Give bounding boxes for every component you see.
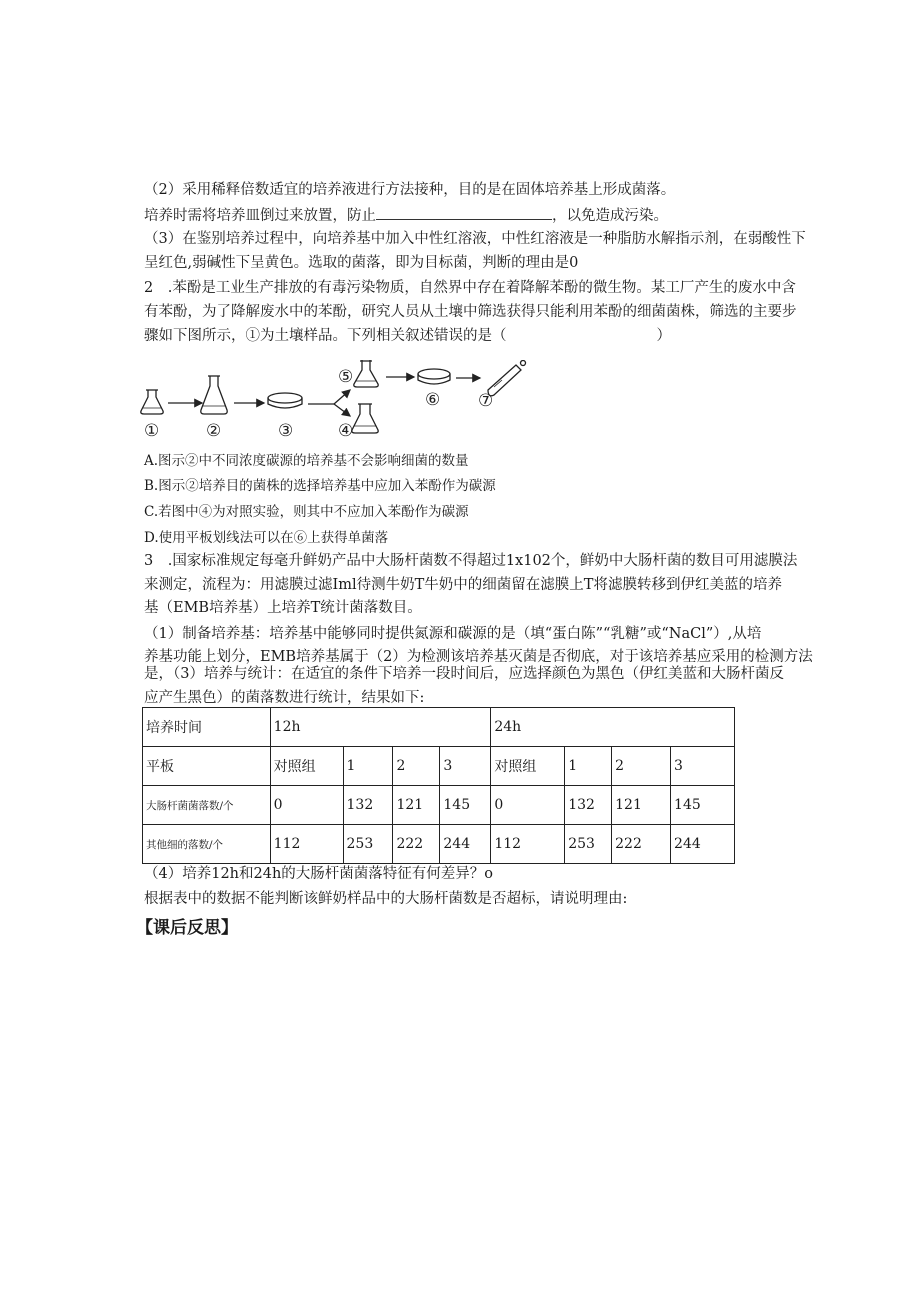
- table-cell: 其他细的落数/个: [143, 825, 271, 864]
- table-cell: 12h: [270, 708, 491, 747]
- q3-line-6: 是，（3）培养与统计：在适宜的条件下培养一段时间后，应选择颜色为黑色（伊红美蓝和大肠杆菌反: [144, 666, 784, 682]
- table-cell: 培养时间: [143, 708, 271, 747]
- arrow-3-up: [334, 390, 350, 404]
- table-cell: 132: [565, 786, 612, 825]
- table-cell: 对照组: [270, 747, 343, 786]
- petri-dish-6-icon: [418, 369, 450, 384]
- q3-line-1: 3 .国家标准规定每毫升鲜奶产品中大肠杆菌数不得超过1x102个，鲜奶中大肠杆菌的数目可用滤膜法: [144, 553, 798, 569]
- table-row: [143, 825, 735, 864]
- table-cell: 121: [393, 786, 440, 825]
- q2-line-1: 2 .苯酚是工业生产排放的有毒污染物质，自然界中存在着降解苯酚的微生物。某工厂产生的废水中含: [144, 280, 796, 296]
- flask-2-icon: [201, 376, 227, 414]
- q3-line-9: 根据表中的数据不能判断该鲜奶样品中的大肠杆菌数是否超标，请说明理由:: [144, 891, 628, 907]
- q3-line-2: 来测定，流程为：用滤膜过滤Iml待测牛奶T牛奶中的细菌留在滤膜上T将滤膜转移到伊红美蓝的培养: [144, 577, 782, 593]
- table-cell: 平板: [143, 747, 271, 786]
- option-d[interactable]: D.使用平板划线法可以在⑥上获得单菌落: [144, 530, 389, 546]
- table-row: [143, 708, 735, 747]
- table-cell: 244: [671, 825, 735, 864]
- q-prev-line-2-post: ，以免造成污染。: [552, 208, 668, 224]
- label-4: ④: [338, 421, 354, 441]
- table-cell: 112: [491, 825, 565, 864]
- option-c[interactable]: C.若图中④为对照实验，则其中不应加入苯酚作为碳源: [144, 504, 469, 520]
- table-cell: 1: [565, 747, 612, 786]
- table-cell: 大肠杆菌菌落数/个: [143, 786, 271, 825]
- results-table: [142, 707, 735, 864]
- q3-line-7: 应产生黑色）的菌落数进行统计，结果如下:: [144, 690, 425, 706]
- table-cell: 对照组: [491, 747, 565, 786]
- table-cell: 3: [440, 747, 491, 786]
- q3-line-8: （4）培养12h和24h的大肠杆菌菌落特征有何差异？o: [144, 866, 494, 882]
- q-prev-line-1: （2）采用稀释倍数适宜的培养液进行方法接种，目的是在固体培养基上形成菌落。: [144, 182, 676, 198]
- table-cell: 0: [270, 786, 343, 825]
- table-cell: 253: [565, 825, 612, 864]
- label-5: ⑤: [338, 367, 354, 387]
- table-cell: 2: [393, 747, 440, 786]
- q2-line-3-pre: 骤如下图所示，①为土壤样品。下列相关叙述错误的是（: [144, 328, 507, 344]
- table-cell: 24h: [491, 708, 735, 747]
- label-7: ⑦: [478, 391, 494, 411]
- q-prev-line-3: （3）在鉴别培养过程中，向培养基中加入中性红溶液，中性红溶液是一种脂肪水解指示剂，在弱酸性下: [144, 231, 806, 247]
- table-cell: 222: [393, 825, 440, 864]
- q3-line-5: 养基功能上划分，EMB培养基属于（2）为检测该培养基灭菌是否彻底，对于该培养基应采用的检测方法: [144, 649, 813, 665]
- table-cell: 112: [270, 825, 343, 864]
- arrow-3-down: [334, 404, 350, 416]
- q-prev-line-2-pre: 培养时需将培养皿倒过来放置，防止: [144, 208, 376, 224]
- table-cell: 132: [343, 786, 393, 825]
- flask-4-icon: [352, 404, 378, 433]
- q3-line-3: 基（EMB培养基）上培养T统计菌落数目。: [144, 600, 422, 616]
- table-row: [143, 747, 735, 786]
- table-row: [143, 786, 735, 825]
- table-cell: 0: [491, 786, 565, 825]
- option-a[interactable]: A.图示②中不同浓度碳源的培养基不会影响细菌的数量: [144, 453, 469, 469]
- q2-line-2: 有苯酚，为了降解废水中的苯酚，研究人员从土壤中筛选获得只能利用苯酚的细菌菌株，筛选的主要步: [144, 304, 797, 320]
- table-cell: 121: [612, 786, 671, 825]
- label-1: ①: [144, 421, 160, 441]
- test-tube-7-icon: [488, 361, 526, 396]
- table-cell: 222: [612, 825, 671, 864]
- flask-5-icon: [354, 360, 378, 387]
- label-2: ②: [206, 421, 222, 441]
- q-prev-line-4: 呈红色,弱碱性下呈黄色。选取的菌落，即为目标菌，判断的理由是0: [144, 255, 579, 271]
- table-cell: 3: [671, 747, 735, 786]
- option-b[interactable]: B.图示②培养目的菌株的选择培养基中应加入苯酚作为碳源: [144, 478, 496, 494]
- reflection-heading: 【课后反思】: [136, 918, 238, 938]
- q-prev-line-2: [144, 205, 668, 226]
- table-cell: 253: [343, 825, 393, 864]
- table-cell: 244: [440, 825, 491, 864]
- flask-1-icon: [141, 390, 163, 414]
- label-3: ③: [278, 421, 294, 441]
- petri-dish-3-icon: [268, 393, 302, 408]
- table-cell: 145: [440, 786, 491, 825]
- q2-line-3-post: ）: [656, 328, 671, 344]
- table-cell: 2: [612, 747, 671, 786]
- answer-blank[interactable]: [376, 205, 552, 220]
- table-cell: 145: [671, 786, 735, 825]
- screening-diagram: [138, 360, 538, 442]
- label-6: ⑥: [425, 390, 441, 410]
- q3-line-4: （1）制备培养基：培养基中能够同时提供氮源和碳源的是（填“蛋白陈”“乳糖”或“NaCl”）,从培: [144, 626, 762, 642]
- table-cell: 1: [343, 747, 393, 786]
- q2-line-3: [144, 326, 671, 346]
